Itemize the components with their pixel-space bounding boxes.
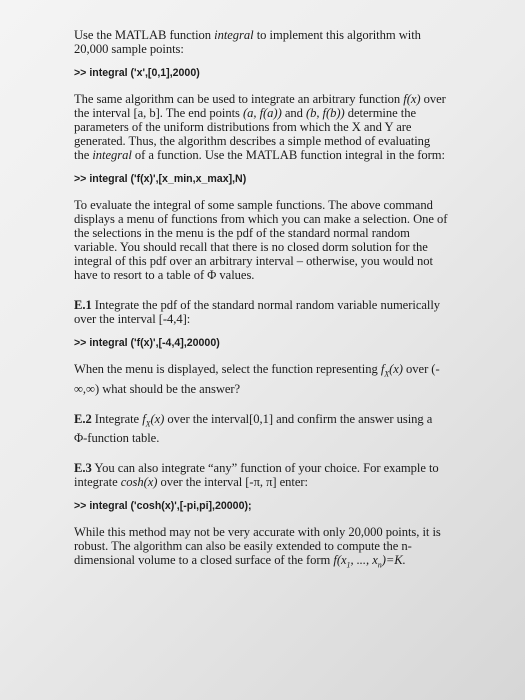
matlab-command-4: >> integral ('cosh(x)',[-pi,pi],20000); <box>74 500 252 513</box>
paragraph-arbitrary-function: The same algorithm can be used to integrate an arbitrary function f(x) over the interval [a, b]. The end points (a, f(a)) and (b, f(b)) determine the parameters of the uniform distributions from which the X and Y are generated. Thus, the algorithm describes a simple method of evaluating the integral of a function. Use the MATLAB function integral in the form: <box>74 92 446 162</box>
intro-line-2: 20,000 sample points: <box>74 42 184 56</box>
matlab-command-2: >> integral ('f(x)',[x_min,x_max],N) <box>74 173 247 185</box>
document-page <box>74 28 494 698</box>
matlab-command-3: >> integral ('f(x)',[-4,4],20000) <box>74 337 220 349</box>
paragraph-menu-question: When the menu is displayed, select the function representing $f_X(x)$ over (- ∞,∞) what should be the answer? <box>74 362 440 396</box>
exercise-e1: E.1 Integrate the pdf of the standard normal random variable numerically over the interval [-4,4]: <box>74 298 441 326</box>
exercise-e2: E.2 Integrate $f_X(x)$ over the interval[0,1] and confirm the answer using a Φ-function table. <box>74 411 433 446</box>
paragraph-conclusion: While this method may not be very accurate with only 20,000 points, it is robust. The algorithm can also be easily extended to compute the n- dimensional volume to a closed surface of the form $f(x_1$, ..., $x_n)=K$. <box>74 525 441 570</box>
paragraph-sample-functions: To evaluate the integral of some sample functions. The above command displays a menu of functions from which you can make a selection. One of the selections in the menu is the pdf of the standard normal random variable. You should recall that there is no closed dorm solution for the integral of this pdf over an arbitrary interval – otherwise, you would not have to resort to a table of Φ values. <box>74 198 448 282</box>
exercise-e3: E.3 You can also integrate “any” function of your choice. For example to integrate cosh(x) over the interval [-π, π] enter: <box>74 461 439 490</box>
matlab-command-1: >> integral ('x',[0,1],2000) <box>74 67 200 79</box>
intro-line-1: Use the MATLAB function integral to implement this algorithm with <box>74 28 421 42</box>
